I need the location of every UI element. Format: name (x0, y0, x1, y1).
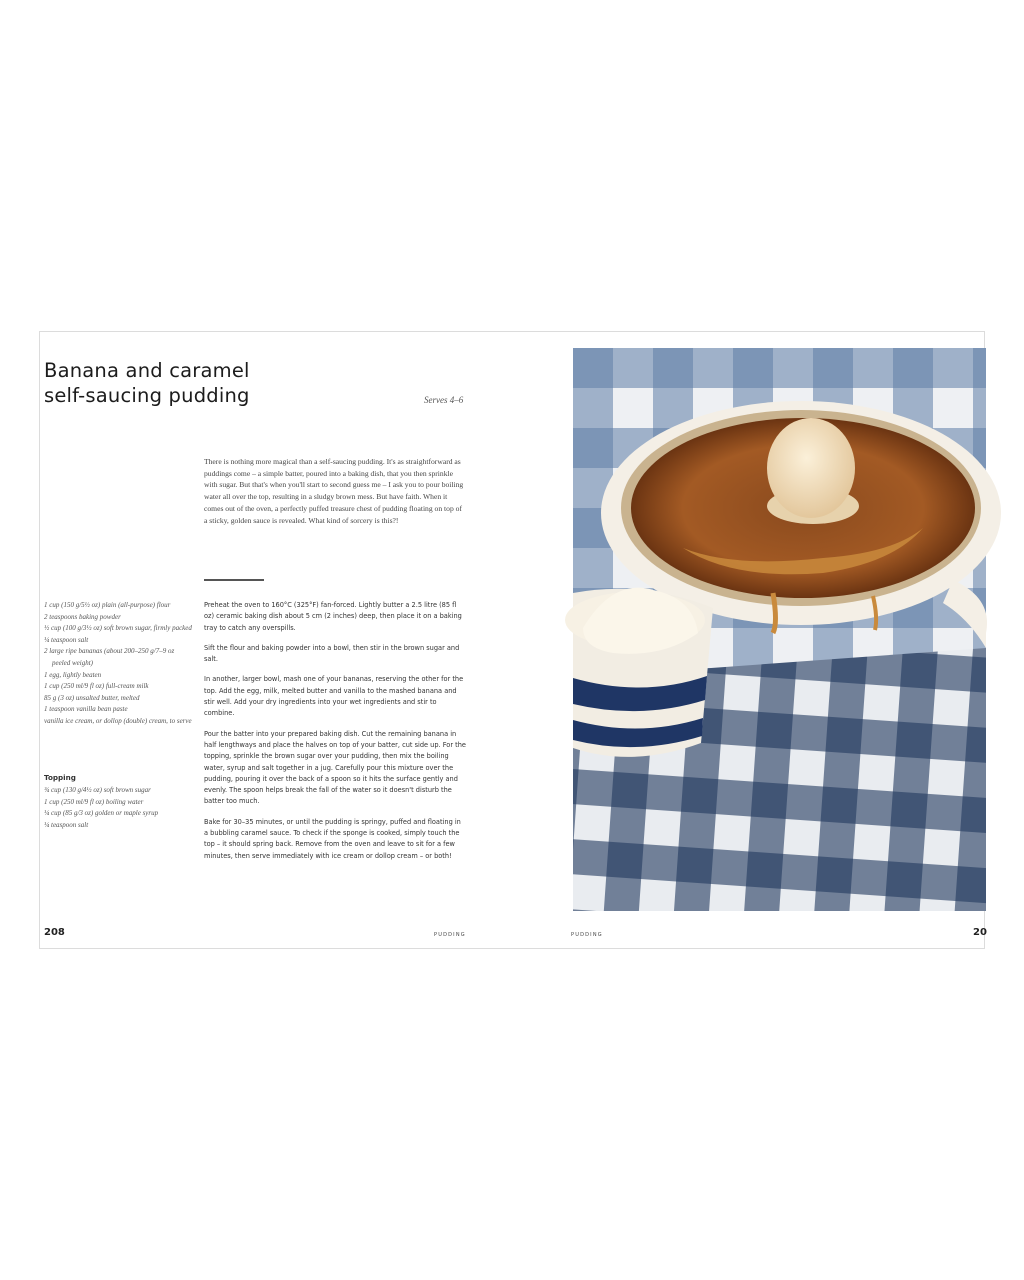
ingredient-item: 1 teaspoon vanilla bean paste (44, 705, 128, 714)
right-page (520, 332, 986, 948)
ingredient-item: 85 g (3 oz) unsalted butter, melted (44, 693, 140, 702)
topping-list (44, 785, 194, 831)
method-step: Bake for 30–35 minutes, or until the pudding is springy, puffed and floating in a bubbling caramel sauce. To check if the sponge is cooked, simply touch the top – it should spring back. Remove from the oven and leave to sit for a few minutes, then serve immediately with ice cream or dollop cream – or both! (204, 817, 461, 860)
serves-note: Serves 4–6 (424, 395, 464, 405)
method-step: Pour the batter into your prepared baking dish. Cut the remaining banana in half lengthways and place the halves on top of your batter, cut side up. For the topping, sprinkle the brown sugar over your pudding, then mix the boiling water, syrup and salt together in a jug. Carefully pour this mixture over the pudding, pouring it over the back of a spoon so it hits the surface gently and evenly. The spoon helps break the fall of the water so it doesn't disturb the batter too much. (204, 729, 466, 806)
topping-item: ¼ teaspoon salt (44, 820, 89, 829)
method-step: Sift the flour and baking powder into a bowl, then stir in the brown sugar and salt. (204, 643, 460, 664)
ingredient-item: 1 cup (150 g/5½ oz) plain (all-purpose) flour (44, 601, 171, 609)
ingredient-list (44, 600, 194, 728)
ingredient-item: ¼ teaspoon salt (44, 635, 89, 644)
page-number-right: 20 (973, 927, 987, 938)
section-label-right: PUDDING (571, 932, 603, 938)
ingredient-item: 1 cup (250 ml/9 fl oz) full-cream milk (44, 682, 149, 691)
method-step: Preheat the oven to 160°C (325°F) fan-forced. Lightly butter a 2.5 litre (85 fl oz) ceramic baking dish about 5 cm (2 inches) deep, then place it on a baking tray to catch any overspills. (204, 601, 462, 632)
book-spread (39, 331, 985, 949)
topping-item: 1 cup (250 ml/9 fl oz) boiling water (44, 797, 144, 806)
section-label-left: PUDDING (434, 932, 466, 938)
ingredient-item: 2 large ripe bananas (about 200–250 g/7–9 oz peeled weight) (44, 647, 175, 667)
recipe-intro: There is nothing more magical than a self-saucing pudding. It's as straightforward as puddings come – a simple batter, poured into a baking dish, that you then sprinkle with sugar. But that's when you'll start to second guess me – I ask you to pour boiling water all over the top, resulting in a sludgy brown mess. But have faith. When it comes out of the oven, a perfectly puffed treasure chest of pudding floating on top of a sticky, golden sauce is revealed. What kind of sorcery is this?! (204, 457, 464, 525)
topping-item: ¼ cup (85 g/3 oz) golden or maple syrup (44, 809, 159, 818)
pudding-photo (573, 348, 986, 911)
ingredient-item: 2 teaspoons baking powder (44, 612, 121, 621)
page-number-left: 208 (44, 927, 65, 938)
method-step: In another, larger bowl, mash one of your bananas, reserving the other for the top. Add the egg, milk, melted butter and vanilla to the mashed banana and stir well. Add your dry ingredients into your wet ingredients and stir to combine. (204, 675, 464, 718)
left-page (40, 332, 520, 948)
ingredient-item: vanilla ice cream, or dollop (double) cream, to serve (44, 716, 192, 725)
topping-item: ¾ cup (130 g/4½ oz) soft brown sugar (44, 786, 151, 794)
pudding-photo-illustration (573, 348, 986, 911)
ingredient-item: 1 egg, lightly beaten (44, 670, 102, 679)
recipe-title: Banana and caramel self-saucing pudding (44, 359, 250, 407)
method-steps (204, 600, 466, 871)
divider-rule (204, 579, 264, 581)
ingredient-item: ½ cup (100 g/3½ oz) soft brown sugar, firmly packed (44, 624, 192, 633)
topping-heading: Topping (44, 773, 76, 782)
